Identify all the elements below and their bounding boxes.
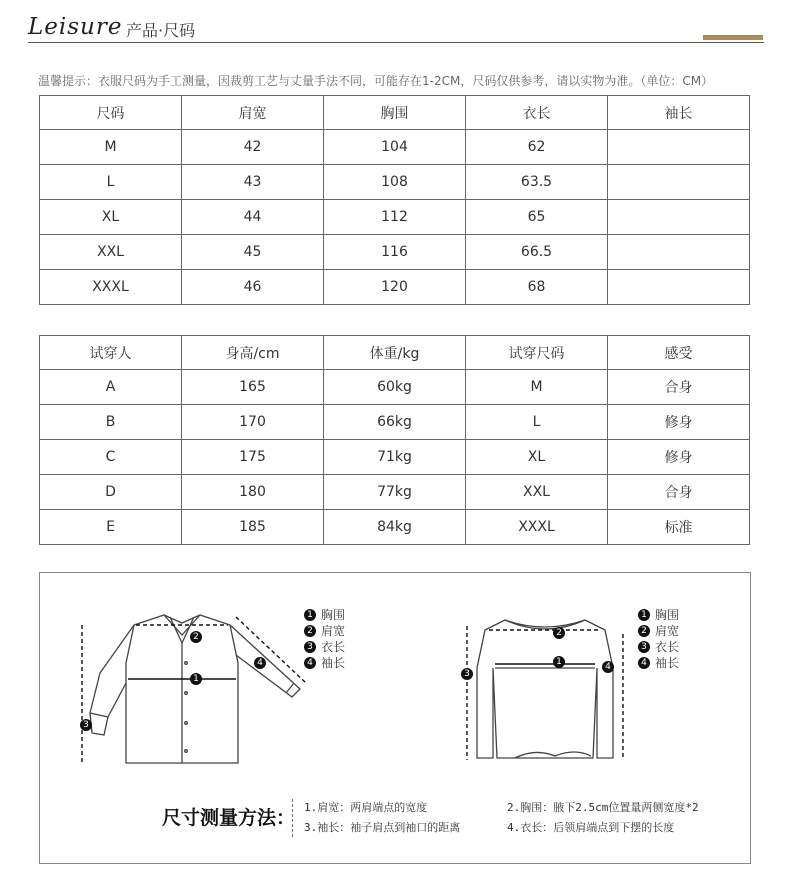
table-cell: 标准 (608, 510, 750, 545)
legend-label: 胸围 (321, 608, 346, 622)
table-cell: 108 (324, 165, 466, 200)
table-cell: 合身 (608, 370, 750, 405)
table-cell: 46 (182, 270, 324, 305)
table-header-cell: 试穿尺码 (466, 336, 608, 370)
legend-label: 袖长 (321, 656, 346, 670)
legend-label: 衣长 (655, 640, 680, 654)
sweater-diagram (455, 608, 635, 768)
table-cell: C (40, 440, 182, 475)
table-header-cell: 尺码 (40, 96, 182, 130)
table-cell: XL (40, 200, 182, 235)
table-cell: 175 (182, 440, 324, 475)
table-cell: L (40, 165, 182, 200)
table-header-cell: 肩宽 (182, 96, 324, 130)
table-cell: XXL (40, 235, 182, 270)
table-row (40, 200, 750, 235)
table-cell: 修身 (608, 405, 750, 440)
table-cell: M (466, 370, 608, 405)
table-cell: 170 (182, 405, 324, 440)
measurement-panel (39, 572, 751, 864)
shirt-diagram (70, 603, 310, 773)
marker-sleeve: 4 (254, 657, 266, 669)
table-row (40, 235, 750, 270)
table-cell: 45 (182, 235, 324, 270)
method-title: 尺寸测量方法： (162, 807, 296, 829)
table-row (40, 130, 750, 165)
legend-num: 4 (638, 657, 650, 669)
size-table (39, 95, 750, 305)
marker-chest-2: 1 (553, 656, 565, 668)
legend-num: 2 (304, 625, 316, 637)
table-cell: A (40, 370, 182, 405)
table-cell (608, 130, 750, 165)
table-cell (608, 270, 750, 305)
table-header-cell: 胸围 (324, 96, 466, 130)
table-cell: 84kg (324, 510, 466, 545)
table-cell: L (466, 405, 608, 440)
marker-length-2: 3 (461, 668, 473, 680)
legend-left (304, 607, 345, 671)
legend-num: 3 (638, 641, 650, 653)
table-cell (608, 165, 750, 200)
size-note: 温馨提示：衣服尺码为手工测量，因裁剪工艺与丈量手法不同，可能存在1-2CM，尺码仅供参考，请以实物为准。（单位：CM） (38, 74, 714, 88)
table-cell: 43 (182, 165, 324, 200)
legend-num: 4 (304, 657, 316, 669)
legend-label: 肩宽 (321, 624, 346, 638)
brand-logo: Leisure (28, 14, 123, 40)
table-cell: 66.5 (466, 235, 608, 270)
table-cell: 44 (182, 200, 324, 235)
legend-label: 衣长 (321, 640, 346, 654)
marker-sleeve-2: 4 (602, 661, 614, 673)
legend-label: 袖长 (655, 656, 680, 670)
table-cell: E (40, 510, 182, 545)
table-cell: 180 (182, 475, 324, 510)
table-row (40, 165, 750, 200)
table-row (40, 440, 750, 475)
table-cell: 104 (324, 130, 466, 165)
legend-num: 1 (638, 609, 650, 621)
table-cell: XXXL (40, 270, 182, 305)
table-cell (608, 200, 750, 235)
table-cell: 42 (182, 130, 324, 165)
accent-bar (703, 35, 763, 40)
legend-label: 肩宽 (655, 624, 680, 638)
fit-table (39, 335, 750, 545)
table-cell: 63.5 (466, 165, 608, 200)
table-cell: XL (466, 440, 608, 475)
table-row (40, 510, 750, 545)
table-header-cell: 袖长 (608, 96, 750, 130)
table-cell: 77kg (324, 475, 466, 510)
marker-length: 3 (80, 719, 92, 731)
table-cell: M (40, 130, 182, 165)
table-cell: 修身 (608, 440, 750, 475)
table-row (40, 475, 750, 510)
table-cell: XXXL (466, 510, 608, 545)
table-cell: 66kg (324, 405, 466, 440)
table-cell: 65 (466, 200, 608, 235)
table-header-row (40, 96, 750, 130)
table-cell: D (40, 475, 182, 510)
marker-shoulder-2: 2 (553, 627, 565, 639)
table-cell: 60kg (324, 370, 466, 405)
marker-chest: 1 (190, 673, 202, 685)
legend-num: 2 (638, 625, 650, 637)
table-header-cell: 体重/kg (324, 336, 466, 370)
legend-num: 1 (304, 609, 316, 621)
table-cell (608, 235, 750, 270)
table-cell: 71kg (324, 440, 466, 475)
table-row (40, 405, 750, 440)
method-length: 4.衣长：后领肩端点到下摆的长度 (507, 821, 675, 834)
method-shoulder: 1.肩宽：两肩端点的宽度 (304, 801, 428, 814)
table-cell: 合身 (608, 475, 750, 510)
table-cell: 116 (324, 235, 466, 270)
table-header-cell: 试穿人 (40, 336, 182, 370)
table-header-cell: 感受 (608, 336, 750, 370)
page-title: 产品·尺码 (126, 21, 196, 40)
table-header-cell: 身高/cm (182, 336, 324, 370)
table-cell: 62 (466, 130, 608, 165)
method-sleeve: 3.袖长：袖子肩点到袖口的距离 (304, 821, 461, 834)
table-header-row (40, 336, 750, 370)
method-divider (292, 799, 293, 837)
legend-label: 胸围 (655, 608, 680, 622)
table-cell: 185 (182, 510, 324, 545)
table-cell: B (40, 405, 182, 440)
header-divider (28, 42, 764, 43)
table-row (40, 370, 750, 405)
method-chest: 2.胸围：腋下2.5cm位置量两侧宽度*2 (507, 801, 699, 814)
table-cell: 112 (324, 200, 466, 235)
table-cell: XXL (466, 475, 608, 510)
table-cell: 165 (182, 370, 324, 405)
marker-shoulder: 2 (190, 631, 202, 643)
table-row (40, 270, 750, 305)
legend-right (638, 607, 679, 671)
table-cell: 120 (324, 270, 466, 305)
table-cell: 68 (466, 270, 608, 305)
legend-num: 3 (304, 641, 316, 653)
table-header-cell: 衣长 (466, 96, 608, 130)
